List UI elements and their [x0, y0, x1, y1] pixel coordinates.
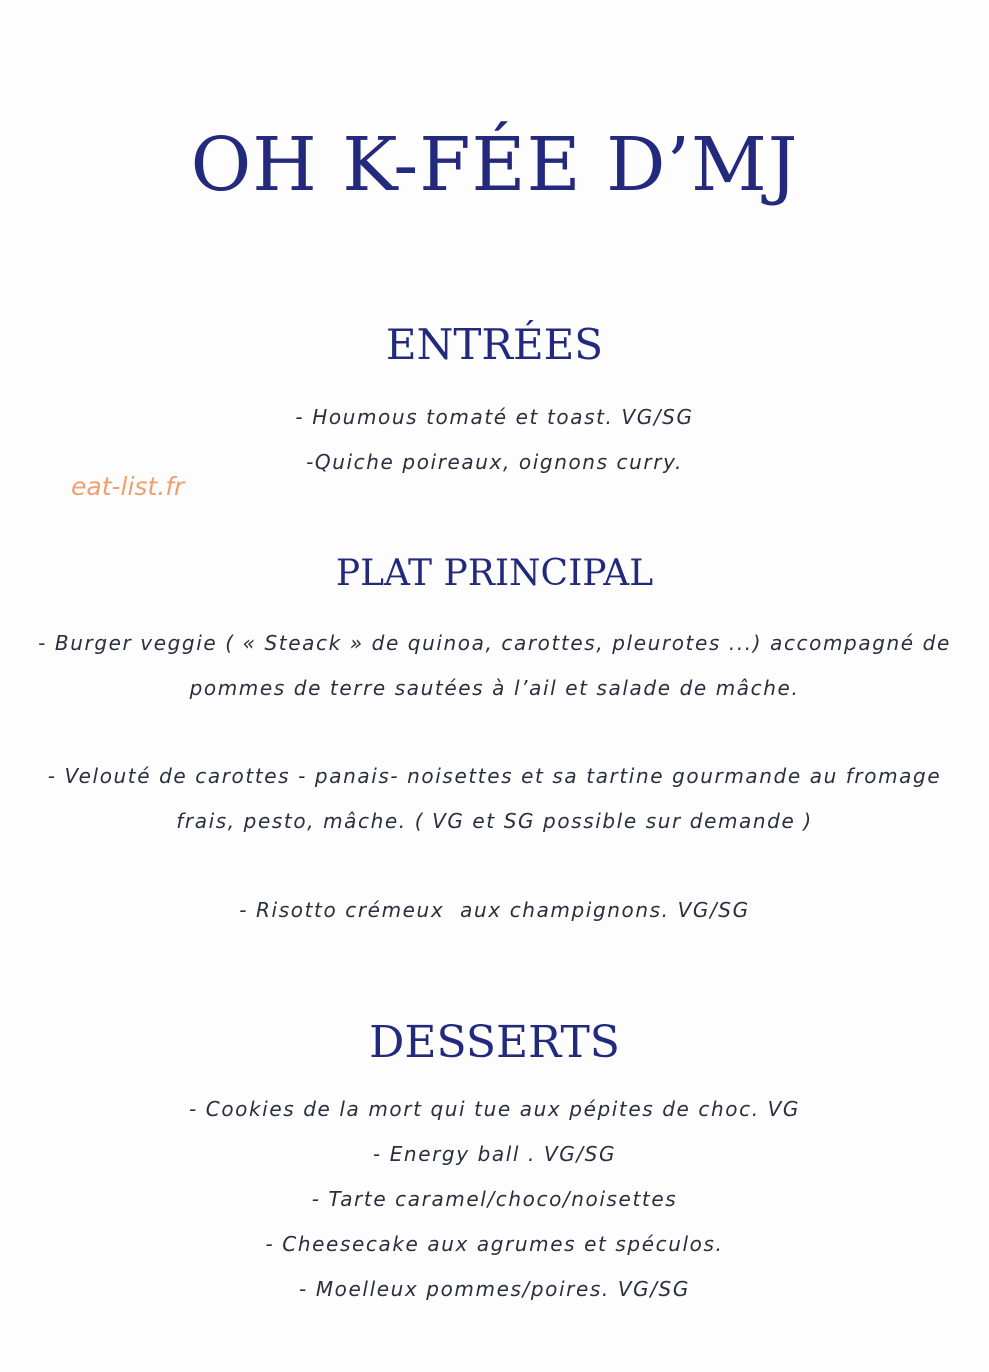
- section-heading-entrees: ENTRÉES: [385, 320, 604, 369]
- list-item: -Quiche poireaux, oignons curry.: [306, 450, 683, 474]
- list-item-line: pommes de terre sautées à l’ail et salade de mâche.: [189, 676, 800, 700]
- section-heading-desserts: DESSERTS: [369, 1017, 620, 1068]
- list-item: - Houmous tomaté et toast. VG/SG: [295, 405, 694, 429]
- desserts-list: [0, 1087, 989, 1312]
- watermark-text: eat-list.fr: [71, 472, 185, 501]
- list-item: - Moelleux pommes/poires. VG/SG: [299, 1277, 690, 1301]
- list-item-line: - Burger veggie ( « Steack » de quinoa, carottes, pleurotes ...) accompagné de: [38, 631, 951, 655]
- restaurant-name: OH K-FÉE D’MJ: [190, 122, 799, 208]
- list-item: - Cookies de la mort qui tue aux pépites de choc. VG: [188, 1097, 801, 1121]
- list-item-line: - Velouté de carottes - panais- noisettes et sa tartine gourmande au fromage: [47, 764, 942, 788]
- list-item: - Energy ball . VG/SG: [372, 1142, 617, 1166]
- list-item: - Cheesecake aux agrumes et spéculos.: [265, 1232, 724, 1256]
- list-item: [0, 621, 989, 711]
- list-item: [0, 754, 989, 844]
- list-item: [0, 888, 989, 933]
- list-item-line: frais, pesto, mâche. ( VG et SG possible sur demande ): [176, 809, 813, 833]
- section-heading-plat-principal: PLAT PRINCIPAL: [335, 553, 654, 594]
- list-item: - Tarte caramel/choco/noisettes: [311, 1187, 678, 1211]
- list-item-line: - Risotto crémeux aux champignons. VG/SG: [239, 898, 750, 922]
